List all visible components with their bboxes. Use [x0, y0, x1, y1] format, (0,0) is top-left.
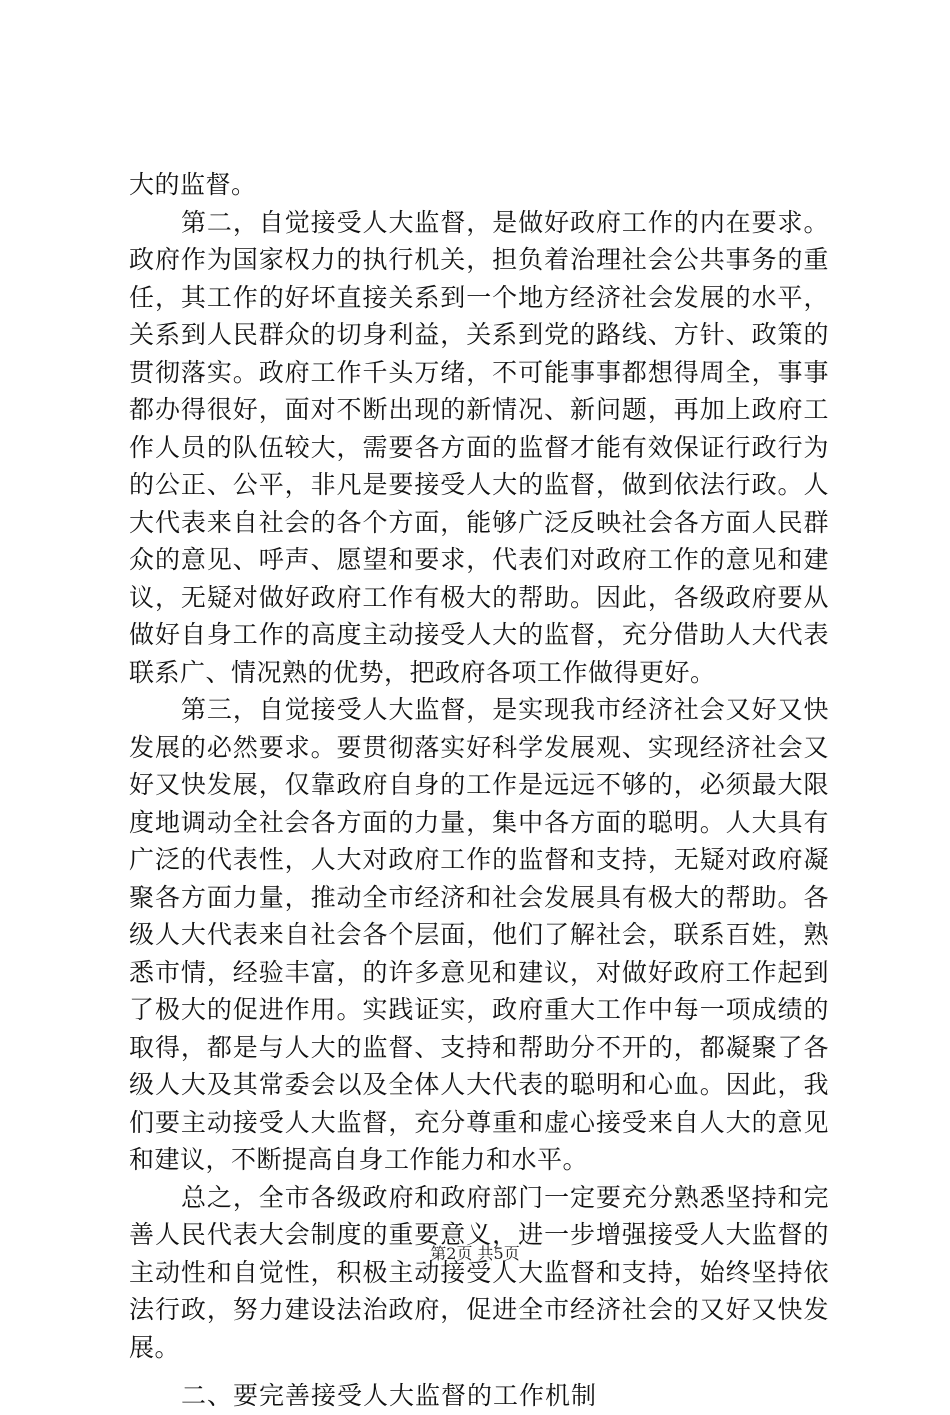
paragraph-continuation: 大的监督。 — [129, 170, 257, 199]
paragraph-second: 第二，自觉接受人大监督，是做好政府工作的内在要求。政府作为国家权力的执行机关，担负着治理社会公共事务的重任，其工作的好坏直接关系到一个地方经济社会发展的水平，关系到人民群众的切身利益，关系到党的路线、方针、政策的贯彻落实。政府工作千头万绪，不可能事事都想得周全，事事都办得很好，面对不断出现的新情况、新问题，再加上政府工作人员的队伍较大，需要各方面的监督才能有效保证行政行为的公正、公平，非凡是要接受人大的监督，做到依法行政。人大代表来自社会的各个方面，能够广泛反映社会各方面人民群众的意见、呼声、愿望和要求，代表们对政府工作的意见和建议，无疑对做好政府工作有极大的帮助。因此，各级政府要从做好自身工作的高度主动接受人大的监督，充分借助人大代表联系广、情况熟的优势，把政府各项工作做得更好。 — [129, 207, 829, 687]
paragraph-third: 第三，自觉接受人大监督，是实现我市经济社会又好又快发展的必然要求。要贯彻落实好科学发展观、实现经济社会又好又快发展，仅靠政府自身的工作是远远不够的，必须最大限度地调动全社会各方面的力量，集中各方面的聪明。人大具有广泛的代表性，人大对政府工作的监督和支持，无疑对政府凝聚各方面力量，推动全市经济和社会发展具有极大的帮助。各级人大代表来自社会各个层面，他们了解社会，联系百姓，熟悉市情，经验丰富，的许多意见和建议，对做好政府工作起到了极大的促进作用。实践证实，政府重大工作中每一项成绩的取得，都是与人大的监督、支持和帮助分不开的，都凝聚了各级人大及其常委会以及全体人大代表的聪明和心血。因此，我们要主动接受人大监督，充分尊重和虚心接受来自人大的意见和建议，不断提高自身工作能力和水平。 — [129, 695, 829, 1174]
section-heading: 二、要完善接受人大监督的工作机制 — [181, 1381, 598, 1410]
paragraph-summary: 总之，全市各级政府和政府部门一定要充分熟悉坚持和完善人民代表大会制度的重要意义，进一步增强接受人大监督的主动性和自觉性，积极主动接受人大监督和支持，始终坚持依法行政，努力建设法治政府，促进全市经济社会的又好又快发展。 — [129, 1182, 829, 1362]
document-body — [129, 166, 829, 1415]
page-footer: 第2页 共5页 — [430, 1244, 520, 1263]
